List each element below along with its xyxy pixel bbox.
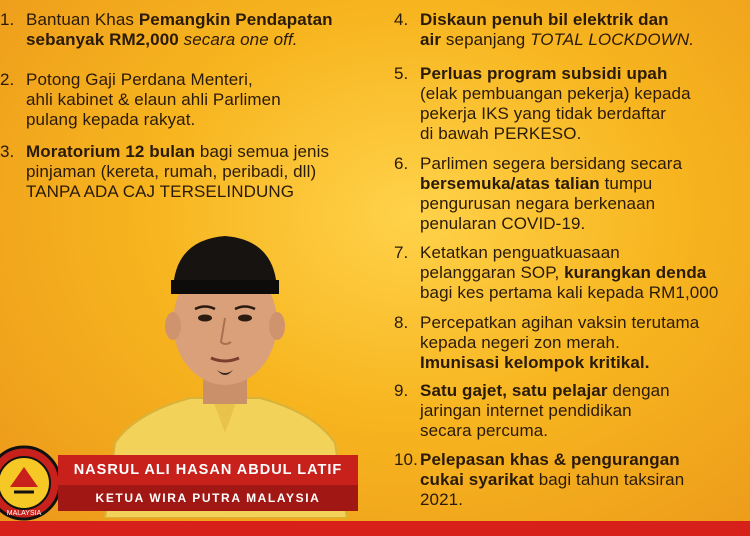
text-run: pinjaman (kereta, rumah, peribadi, dll)	[26, 162, 317, 181]
text-run: kepada negeri zon merah.	[420, 333, 620, 352]
item-line	[420, 124, 691, 144]
item-line	[420, 313, 699, 333]
item-line	[420, 64, 691, 84]
item-text	[26, 142, 329, 202]
wira-putra-logo	[0, 437, 64, 525]
bold-text: bersemuka/atas talian	[420, 174, 600, 193]
demand-item-5	[394, 64, 691, 144]
demand-item-3	[0, 142, 330, 202]
item-line	[420, 353, 699, 373]
item-number: 10.	[394, 450, 418, 469]
text-run: Percepatkan agihan vaksin terutama	[420, 313, 700, 332]
text-run: pelanggaran SOP,	[420, 263, 565, 282]
demand-item-9	[394, 381, 670, 441]
italic-text: secara one off.	[183, 30, 298, 49]
item-text	[420, 313, 699, 373]
item-text	[26, 10, 333, 50]
item-line	[420, 333, 699, 353]
text-run: dengan	[607, 381, 670, 400]
text-run: Bantuan Khas	[26, 10, 139, 29]
text-run: bagi semua jenis	[195, 142, 330, 161]
text-run: TANPA ADA CAJ TERSELINDUNG	[26, 182, 295, 201]
speaker-name: NASRUL ALI HASAN ABDUL LATIF	[58, 455, 358, 485]
item-line	[420, 84, 691, 104]
item-line	[420, 470, 684, 490]
text-run: 2021.	[420, 490, 464, 509]
bottom-red-bar	[0, 521, 750, 536]
item-text	[420, 381, 670, 441]
item-line	[420, 243, 718, 263]
item-line	[26, 182, 329, 202]
demand-item-2	[0, 70, 281, 130]
item-number: 9.	[394, 381, 409, 400]
demand-item-1	[0, 10, 333, 50]
item-line	[26, 110, 281, 130]
bold-text: Diskaun penuh bil elektrik dan	[420, 10, 669, 29]
item-text	[420, 450, 684, 510]
item-line	[26, 162, 329, 182]
item-line	[420, 154, 682, 174]
text-run: pulang kepada rakyat.	[26, 110, 196, 129]
item-number: 4.	[394, 10, 409, 29]
item-line	[420, 490, 684, 510]
item-number: 1.	[0, 10, 15, 29]
item-line	[26, 30, 333, 50]
item-number: 7.	[394, 243, 409, 262]
demand-item-6	[394, 154, 683, 234]
speaker-title: KETUA WIRA PUTRA MALAYSIA	[58, 485, 358, 511]
item-line	[420, 421, 670, 441]
bold-text: Imunisasi kelompok kritikal.	[420, 353, 650, 372]
italic-text: TOTAL LOCKDOWN.	[530, 30, 695, 49]
text-run: tumpu	[599, 174, 653, 193]
item-number: 5.	[394, 64, 409, 83]
text-run: Parlimen segera bersidang secara	[420, 154, 683, 173]
bold-text: Moratorium 12 bulan	[26, 142, 196, 161]
bold-text: Satu gajet, satu pelajar	[420, 381, 608, 400]
item-text	[420, 243, 718, 303]
item-line	[420, 194, 682, 214]
item-text	[420, 64, 691, 144]
item-number: 6.	[394, 154, 409, 173]
item-line	[420, 283, 718, 303]
text-run: secara percuma.	[420, 421, 549, 440]
demand-item-8	[394, 313, 700, 373]
demand-item-10	[394, 450, 685, 510]
item-text	[26, 70, 281, 130]
bold-text: cukai syarikat	[420, 470, 534, 489]
item-line	[420, 174, 682, 194]
item-line	[26, 70, 281, 90]
text-run: ahli kabinet & elaun ahli Parlimen	[26, 90, 281, 109]
item-number: 2.	[0, 70, 15, 89]
demand-item-4	[394, 10, 695, 50]
item-line	[420, 401, 670, 421]
text-run: penularan COVID-19.	[420, 214, 586, 233]
text-run: jaringan internet pendidikan	[420, 401, 632, 420]
item-line	[420, 214, 682, 234]
item-line	[420, 263, 718, 283]
item-line	[420, 10, 694, 30]
item-line	[26, 142, 329, 162]
item-line	[420, 450, 684, 470]
bold-text: Perluas program subsidi upah	[420, 64, 668, 83]
bold-text: air	[420, 30, 442, 49]
item-line	[26, 90, 281, 110]
text-run: sepanjang	[441, 30, 531, 49]
speaker-nameplate	[58, 455, 358, 513]
item-number: 8.	[394, 313, 409, 332]
text-run: bagi tahun taksiran	[533, 470, 685, 489]
text-run: Potong Gaji Perdana Menteri,	[26, 70, 253, 89]
text-run: (elak pembuangan pekerja) kepada	[420, 84, 691, 103]
item-line	[420, 30, 694, 50]
text-run: pengurusan negara berkenaan	[420, 194, 656, 213]
text-run: pekerja IKS yang tidak berdaftar	[420, 104, 667, 123]
item-text	[420, 10, 694, 50]
bold-text: Pemangkin Pendapatan	[138, 10, 333, 29]
item-line	[420, 104, 691, 124]
text-run: Ketatkan penguatkuasaan	[420, 243, 620, 262]
text-run: bagi kes pertama kali kepada RM1,000	[420, 283, 719, 302]
bold-text: kurangkan denda	[564, 263, 707, 282]
logo-text: MALAYSIA	[6, 510, 42, 517]
item-text	[420, 154, 682, 234]
demand-item-7	[394, 243, 719, 303]
item-line	[26, 10, 333, 30]
bold-text: sebanyak RM2,000	[26, 30, 179, 49]
bold-text: Pelepasan khas & pengurangan	[420, 450, 680, 469]
text-run: di bawah PERKESO.	[420, 124, 582, 143]
item-line	[420, 381, 670, 401]
item-number: 3.	[0, 142, 15, 161]
